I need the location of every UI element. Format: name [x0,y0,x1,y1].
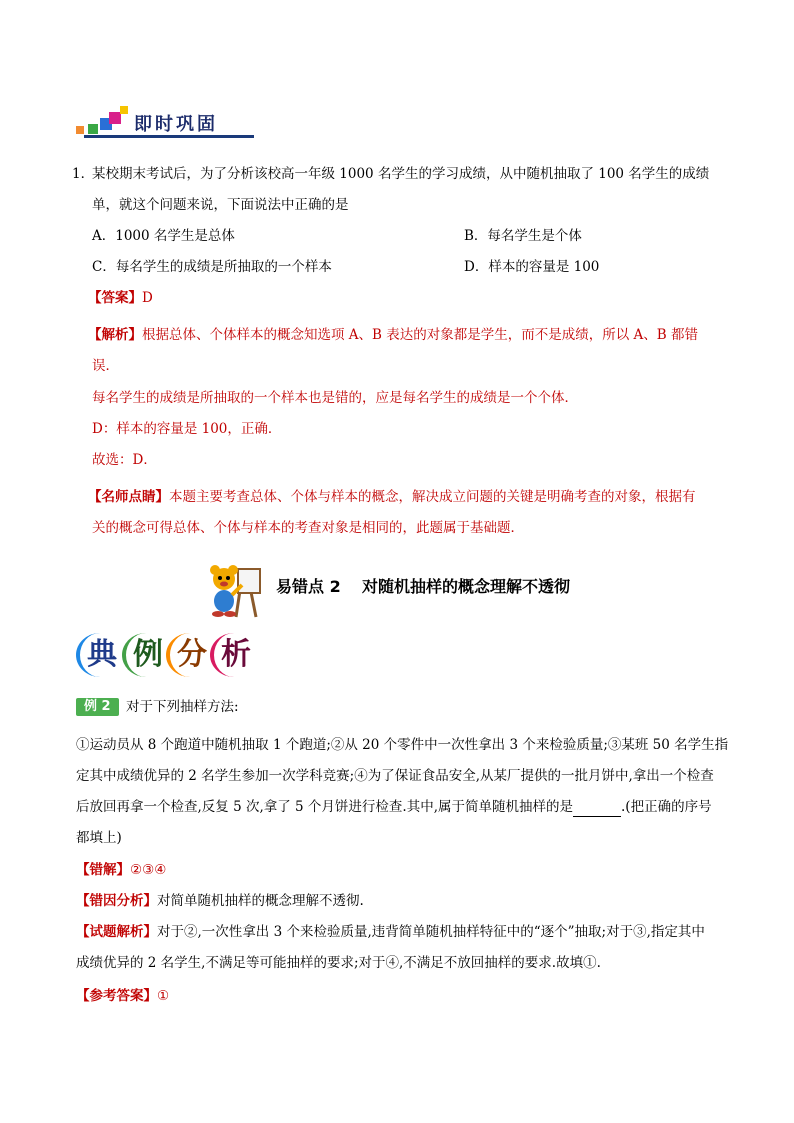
banner-title: 即时巩固 [134,114,218,135]
analysis-line3: 每名学生的成绩是所抽取的一个样本也是错的，应是每名学生的成绩是一个个体． [92,390,578,406]
heading-char-1: 典 [76,633,124,677]
reference-value: ① [157,988,170,1004]
option-c: C．每名学生的成绩是所抽取的一个样本 [92,259,332,275]
analysis-text1: 根据总体、个体样本的概念知选项 A、B 表达的对象都是学生，而不是成绩，所以 A、B 都错 [142,327,699,343]
option-d: D．样本的容量是 100 [464,259,600,275]
mascot-icon [204,563,268,619]
answer-blank [573,802,621,817]
example-line3-tail: .(把正确的序号 [621,799,712,815]
analysis-line1 [88,325,698,345]
teacher-note-line1 [88,487,696,507]
example-line1: ①运动员从 8 个跑道中随机抽取 1 个跑道;②从 20 个零件中一次性拿出 3 个来检验质量;③某班 50 名学生指 [76,737,729,753]
option-b: B．每名学生是个体 [464,228,582,244]
analysis-tag: 【解析】 [88,327,142,343]
wrong-value: ②③④ [130,862,167,878]
heading-char-4: 析 [210,633,258,677]
question-number: 1． [72,166,95,182]
reference-answer-line [76,986,169,1006]
heading-char-2: 例 [122,633,170,677]
section-label: 易错点 2 [276,577,341,596]
wrong-analysis-text: 对简单随机抽样的概念理解不透彻. [157,893,364,909]
answer-value: D [142,290,153,306]
teacher-text1: 本题主要考查总体、个体与样本的概念，解决成立问题的关键是明确考查的对象，根据有 [169,489,696,505]
question-stem-line2: 单，就这个问题来说，下面说法中正确的是 [92,197,349,213]
header-banner [76,104,256,140]
example-line3-text: 后放回再拿一个检查,反复 5 次,拿了 5 个月饼进行检查.其中,属于简单随机抽样的是 [76,799,574,815]
wrong-tag: 【错解】 [76,862,130,878]
example-line4: 都填上) [76,830,122,846]
solution-tag: 【试题解析】 [76,924,157,940]
example-badge: 例 2 [76,698,119,716]
solution-line2: 成绩优异的 2 名学生,不满足等可能抽样的要求;对于④,不满足不放回抽样的要求.故填①. [76,955,601,971]
example-intro: 对于下列抽样方法: [126,699,239,715]
banner-square-yellow [120,106,128,114]
section-title: 对随机抽样的概念理解不透彻 [362,577,571,596]
answer-line [88,288,153,308]
reference-tag: 【参考答案】 [76,988,157,1004]
banner-square-orange [76,126,84,134]
solution-text1: 对于②,一次性拿出 3 个来检验质量,违背简单随机抽样特征中的“逐个”抽取;对于③,指定其中 [157,924,705,940]
teacher-tag: 【名师点睛】 [88,489,169,505]
solution-line1 [76,922,705,942]
wrong-analysis-tag: 【错因分析】 [76,893,157,909]
example-line3 [76,797,712,817]
answer-tag: 【答案】 [88,290,142,306]
wrong-answer-line [76,860,166,880]
question-stem-line1: 某校期末考试后，为了分析该校高一年级 1000 名学生的学习成绩，从中随机抽取了 100 名学生的成绩 [92,166,710,182]
teacher-note-line2: 关的概念可得总体、个体与样本的考查对象是相同的，此题属于基础题． [92,520,524,536]
analysis-line2: 误． [92,358,119,374]
banner-square-green [88,124,98,134]
heading-char-3: 分 [166,633,214,677]
analysis-line5: 故选：D． [92,452,157,468]
analysis-line4: D：样本的容量是 100，正确． [92,421,282,437]
option-a: A．1000 名学生是总体 [92,228,235,244]
example-line2: 定其中成绩优异的 2 名学生参加一次学科竞赛;④为了保证食品安全,从某厂提供的一批月饼中,拿出一个检查 [76,768,714,784]
wrong-analysis-line [76,891,364,911]
